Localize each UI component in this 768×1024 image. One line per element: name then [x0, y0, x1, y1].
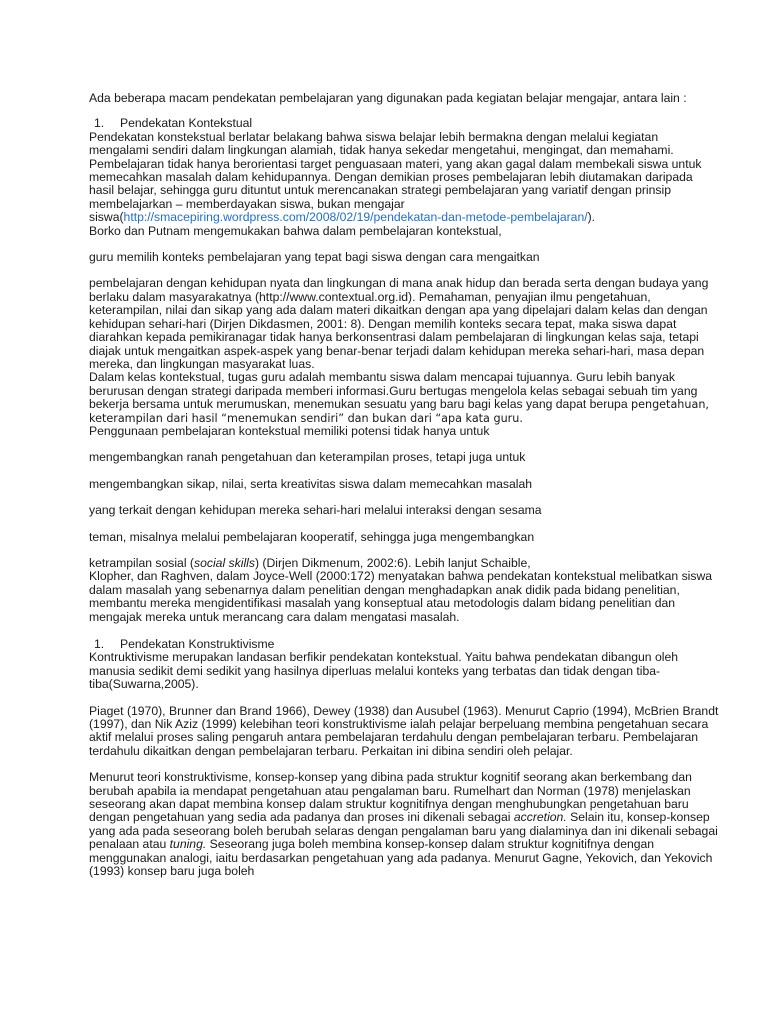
paragraph-kontekstual-2: Borko dan Putnam mengemukakan bahwa dalam pembelajaran kontekstual, [89, 223, 502, 238]
paragraph-text: pengetahuan, keterampilan dari hasil “menemukan sendiri” dan bukan dari “apa kata guru. [89, 398, 709, 425]
paragraph-text: Menurut teori konstruktivisme, konsep-konsep yang dibina pada struktur kognitif seorang akan berkembang dan berubah apabila ia mendapat pengetahuan atau pengalaman baru. Rumelhart dan Norman (1978) menjelaskan seseorang akan dapat membina konsep dalam struktur kognitifnya dengan menghubungkan pengetahuan baru dengan pengetahuan yang sedia ada padanya dan proses ini dikenali sebagai [89, 770, 692, 825]
document-body [89, 92, 719, 879]
paragraph-kontekstual-9: yang terkait dengan kehidupan mereka sehari-hari melalui interaksi dengan sesama [89, 503, 542, 518]
paragraph-kontekstual-6: Penggunaan pembelajaran kontekstual memiliki potensi tidak hanya untuk [89, 423, 490, 438]
paragraph-text: ketrampilan sosial ( [89, 555, 194, 570]
section-title: Pendekatan Kontekstual [120, 116, 253, 131]
paragraph-kontekstual-10: teman, misalnya melalui pembelajaran kooperatif, sehingga juga mengembangkan [89, 529, 535, 544]
paragraph-text: Seseorang juga boleh membina konsep-konsep dalam struktur kognitifnya dengan menggunakan analogi, iaitu berdasarkan pengetahuan yang ada padanya. Menurut Gagne, Yekovich, dan Yekovich (1993) konsep baru juga boleh [89, 837, 713, 879]
list-number: 1. [94, 637, 105, 651]
paragraph-kontekstual-5 [89, 371, 719, 425]
italic-term: tuning. [169, 837, 207, 852]
intro-paragraph: Ada beberapa macam pendekatan pembelajaran yang digunakan pada kegiatan belajar mengajar, antara lain : [89, 91, 687, 105]
source-link[interactable]: http://smacepiring.wordpress.com/2008/02/19/pendekatan-dan-metode-pembelajaran/ [123, 210, 588, 225]
paragraph-kontekstual-4: pembelajaran dengan kehidupan nyata dan lingkungan di mana anak hidup dan berada serta dengan budaya yang berlaku dalam masyarakatnya (http://www.contextual.org.id). Pemahaman, penyajian ilmu pengetahuan, keterampilan, nilai dan sikap yang ada dalam materi dikaitkan dengan apa yang dipelajari dalam kelas dan dengan kehidupan sehari-hari (Dirjen Dikdasmen, 2001: 8). Dengan memilih konteks secara tepat, maka siswa dapat diarahkan kepada pemikiranagar tidak hanya berkonsentrasi dalam pembelajaran di lingkungan kelas saja, tetapi diajak untuk mengaitkan aspek-aspek yang benar-benar terjadi dalam kehidupan mereka sehari-hari, masa depan mereka, dan lingkungan masyarakat luas. [89, 276, 709, 371]
paragraph-kontekstual-1 [89, 131, 719, 225]
section-title: Pendekatan Konstruktivisme [120, 637, 275, 651]
paragraph-text: Selain itu, konsep-konsep yang ada pada seseorang boleh berubah selaras dengan pengalaman baru yang dialaminya dan ini dikenali sebagai penalaan atau [89, 810, 718, 852]
paragraph-kontekstual-3: guru memilih konteks pembelajaran yang tepat bagi siswa dengan cara mengaitkan [89, 250, 540, 265]
section-heading-kontekstual [89, 117, 719, 130]
paragraph-text: Dalam kelas kontekstual, tugas guru adalah membantu siswa dalam mencapai tujuannya. Guru lebih banyak berurusan dengan strategi daripada memberi informasi.Guru bertugas mengelola kelas sebagai sebuah tim yang bekerja bersama untuk merumuskan, menemukan sesuatu yang baru bagi kelas yang dapat berupa [89, 370, 698, 412]
paragraph-text: Pendekatan konstekstual berlatar belakang bahwa siswa belajar lebih bermakna dengan melalui kegiatan mengalami sendiri dalam lingkungan alamiah, tidak hanya sekedar mengetahui, mengingat, dan memahami. Pembelajaran tidak hanya berorientasi target penguasaan materi, yang akan gagal dalam membekali siswa untuk memecahkan masalah dalam kehidupannya. Dengan demikian proses pembelajaran lebih diutamakan daripada hasil belajar, sehingga guru dituntut untuk merencanakan strategi pembelajaran yang variatif dengan prinsip membelajarkan – memberdayakan siswa, bukan mengajar siswa( [89, 129, 702, 225]
paragraph-konstruktivisme-3 [89, 771, 719, 878]
paragraph-kontekstual-11 [89, 557, 719, 570]
italic-term: social skills [194, 555, 255, 570]
paragraph-kontekstual-8: mengembangkan sikap, nilai, serta kreativitas siswa dalam memecahkan masalah [89, 476, 533, 491]
italic-term: accretion. [513, 810, 567, 825]
paragraph-text: ) (Dirjen Dikmenum, 2002:6). Lebih lanjut Schaible, [254, 555, 531, 570]
paragraph-kontekstual-12: Klopher, dan Raghven, dalam Joyce-Well (2000:172) menyatakan bahwa pendekatan kontekstual melibatkan siswa dalam masalah yang sebenarnya dalam penelitian dengan menghadapkan anak didik pada bidang penelitian, membantu mereka mengidentifikasi masalah yang konseptual atau metodologis dalam bidang penelitian dan mengajak mereka untuk merancang cara dalam mengatasi masalah. [89, 569, 713, 624]
paragraph-text: ). [587, 210, 596, 225]
paragraph-konstruktivisme-1: Kontruktivisme merupakan landasan berfikir pendekatan kontekstual. Yaitu bahwa pendekatan dibangun oleh manusia sedikit demi sedikit yang hasilnya diperluas melalui konteks yang terbatas dan tidak dengan tiba-tiba(Suwarna,2005). [89, 650, 679, 692]
paragraph-kontekstual-7: mengembangkan ranah pengetahuan dan keterampilan proses, tetapi juga untuk [89, 450, 526, 465]
list-number: 1. [94, 116, 105, 131]
section-heading-konstruktivisme [89, 638, 719, 651]
paragraph-konstruktivisme-2: Piaget (1970), Brunner dan Brand 1966), Dewey (1938) dan Ausubel (1963). Menurut Caprio (1994), McBrien Brandt (1997), dan Nik Aziz (1999) kelebihan teori konstruktivisme ialah pelajar berpeluang membina pengetahuan secara aktif melalui proses saling pengaruh antara pembelajaran terdahulu dengan pembelajaran terbaru. Pembelajaran terdahulu dikaitkan dengan pembelajaran terbaru. Perkaitan ini dibina sendiri oleh pelajar. [89, 703, 719, 758]
